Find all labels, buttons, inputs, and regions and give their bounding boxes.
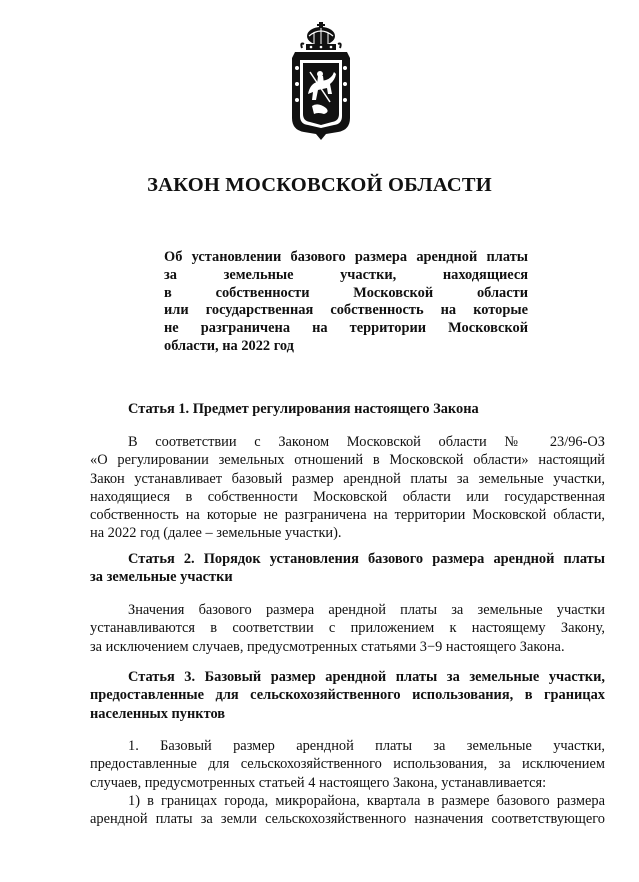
subtitle-line: или государственная собственность на которые xyxy=(164,302,528,319)
subtitle-line: за земельные участки, находящиеся xyxy=(164,266,528,283)
heading-line: предоставленные для сельскохозяйственного использования, в границах xyxy=(90,687,605,704)
article-2-heading xyxy=(90,550,605,587)
article-1-heading-block xyxy=(90,400,605,418)
heading-line: населенных пунктов xyxy=(90,705,226,722)
paragraph-line: случаев, предусмотренных статьей 4 настоящего Закона, устанавливается: xyxy=(90,774,547,791)
document-title: ЗАКОН МОСКОВСКОЙ ОБЛАСТИ xyxy=(147,174,492,196)
paragraph-line: за исключением случаев, предусмотренных статьями 3−9 настоящего Закона. xyxy=(90,638,565,655)
paragraph-line: 1) в границах города, микрорайона, квартала в размере базового размера xyxy=(128,792,605,809)
paragraph-line: Закон устанавливает базовый размер арендной платы за земельные участки, xyxy=(90,470,605,487)
heading-line: Статья 2. Порядок установления базового размера арендной платы xyxy=(128,551,605,567)
subtitle-line: не разграничена на территории Московской xyxy=(164,320,528,337)
paragraph-line: «О регулировании земельных отношений в Московской области» настоящий xyxy=(90,452,605,469)
article-1-heading: Статья 1. Предмет регулирования настоящего Закона xyxy=(128,401,479,417)
heading-line: Статья 3. Базовый размер арендной платы за земельные участки, xyxy=(128,669,605,685)
paragraph-line: устанавливаются в соответствии с приложением к настоящему Закону, xyxy=(90,620,605,637)
heading-line: за земельные участки xyxy=(90,569,233,586)
article-3-heading xyxy=(90,668,605,723)
coat-of-arms-emblem xyxy=(290,22,352,140)
article-2-text xyxy=(90,601,605,656)
paragraph-line: находящиеся в собственности Московской области или государственная xyxy=(90,488,605,505)
subtitle-line: в собственности Московской области xyxy=(164,284,528,301)
paragraph-line: собственность на которые не разграничена на территории Московской области, xyxy=(90,507,605,524)
paragraph-line: 1. Базовый размер арендной платы за земельные участки, xyxy=(128,738,605,754)
article-1-text xyxy=(90,433,605,543)
document-subtitle xyxy=(164,249,528,356)
paragraph-line: В соответствии с Законом Московской области № 23/96-ОЗ xyxy=(128,434,605,450)
subtitle-line: области, на 2022 год xyxy=(164,337,294,354)
paragraph-line: предоставленные для сельскохозяйственного использования, за исключением xyxy=(90,756,605,773)
paragraph-line: Значения базового размера арендной платы за земельные участки xyxy=(128,602,605,618)
paragraph-line: на 2022 год (далее – земельные участки). xyxy=(90,525,342,542)
article-3-text xyxy=(90,737,605,828)
crown-icon xyxy=(301,22,340,50)
paragraph-line: арендной платы за земли сельскохозяйственного назначения соответствующего xyxy=(90,811,605,828)
shield-icon xyxy=(292,52,350,140)
subtitle-line: Об установлении базового размера арендной платы xyxy=(164,249,528,265)
